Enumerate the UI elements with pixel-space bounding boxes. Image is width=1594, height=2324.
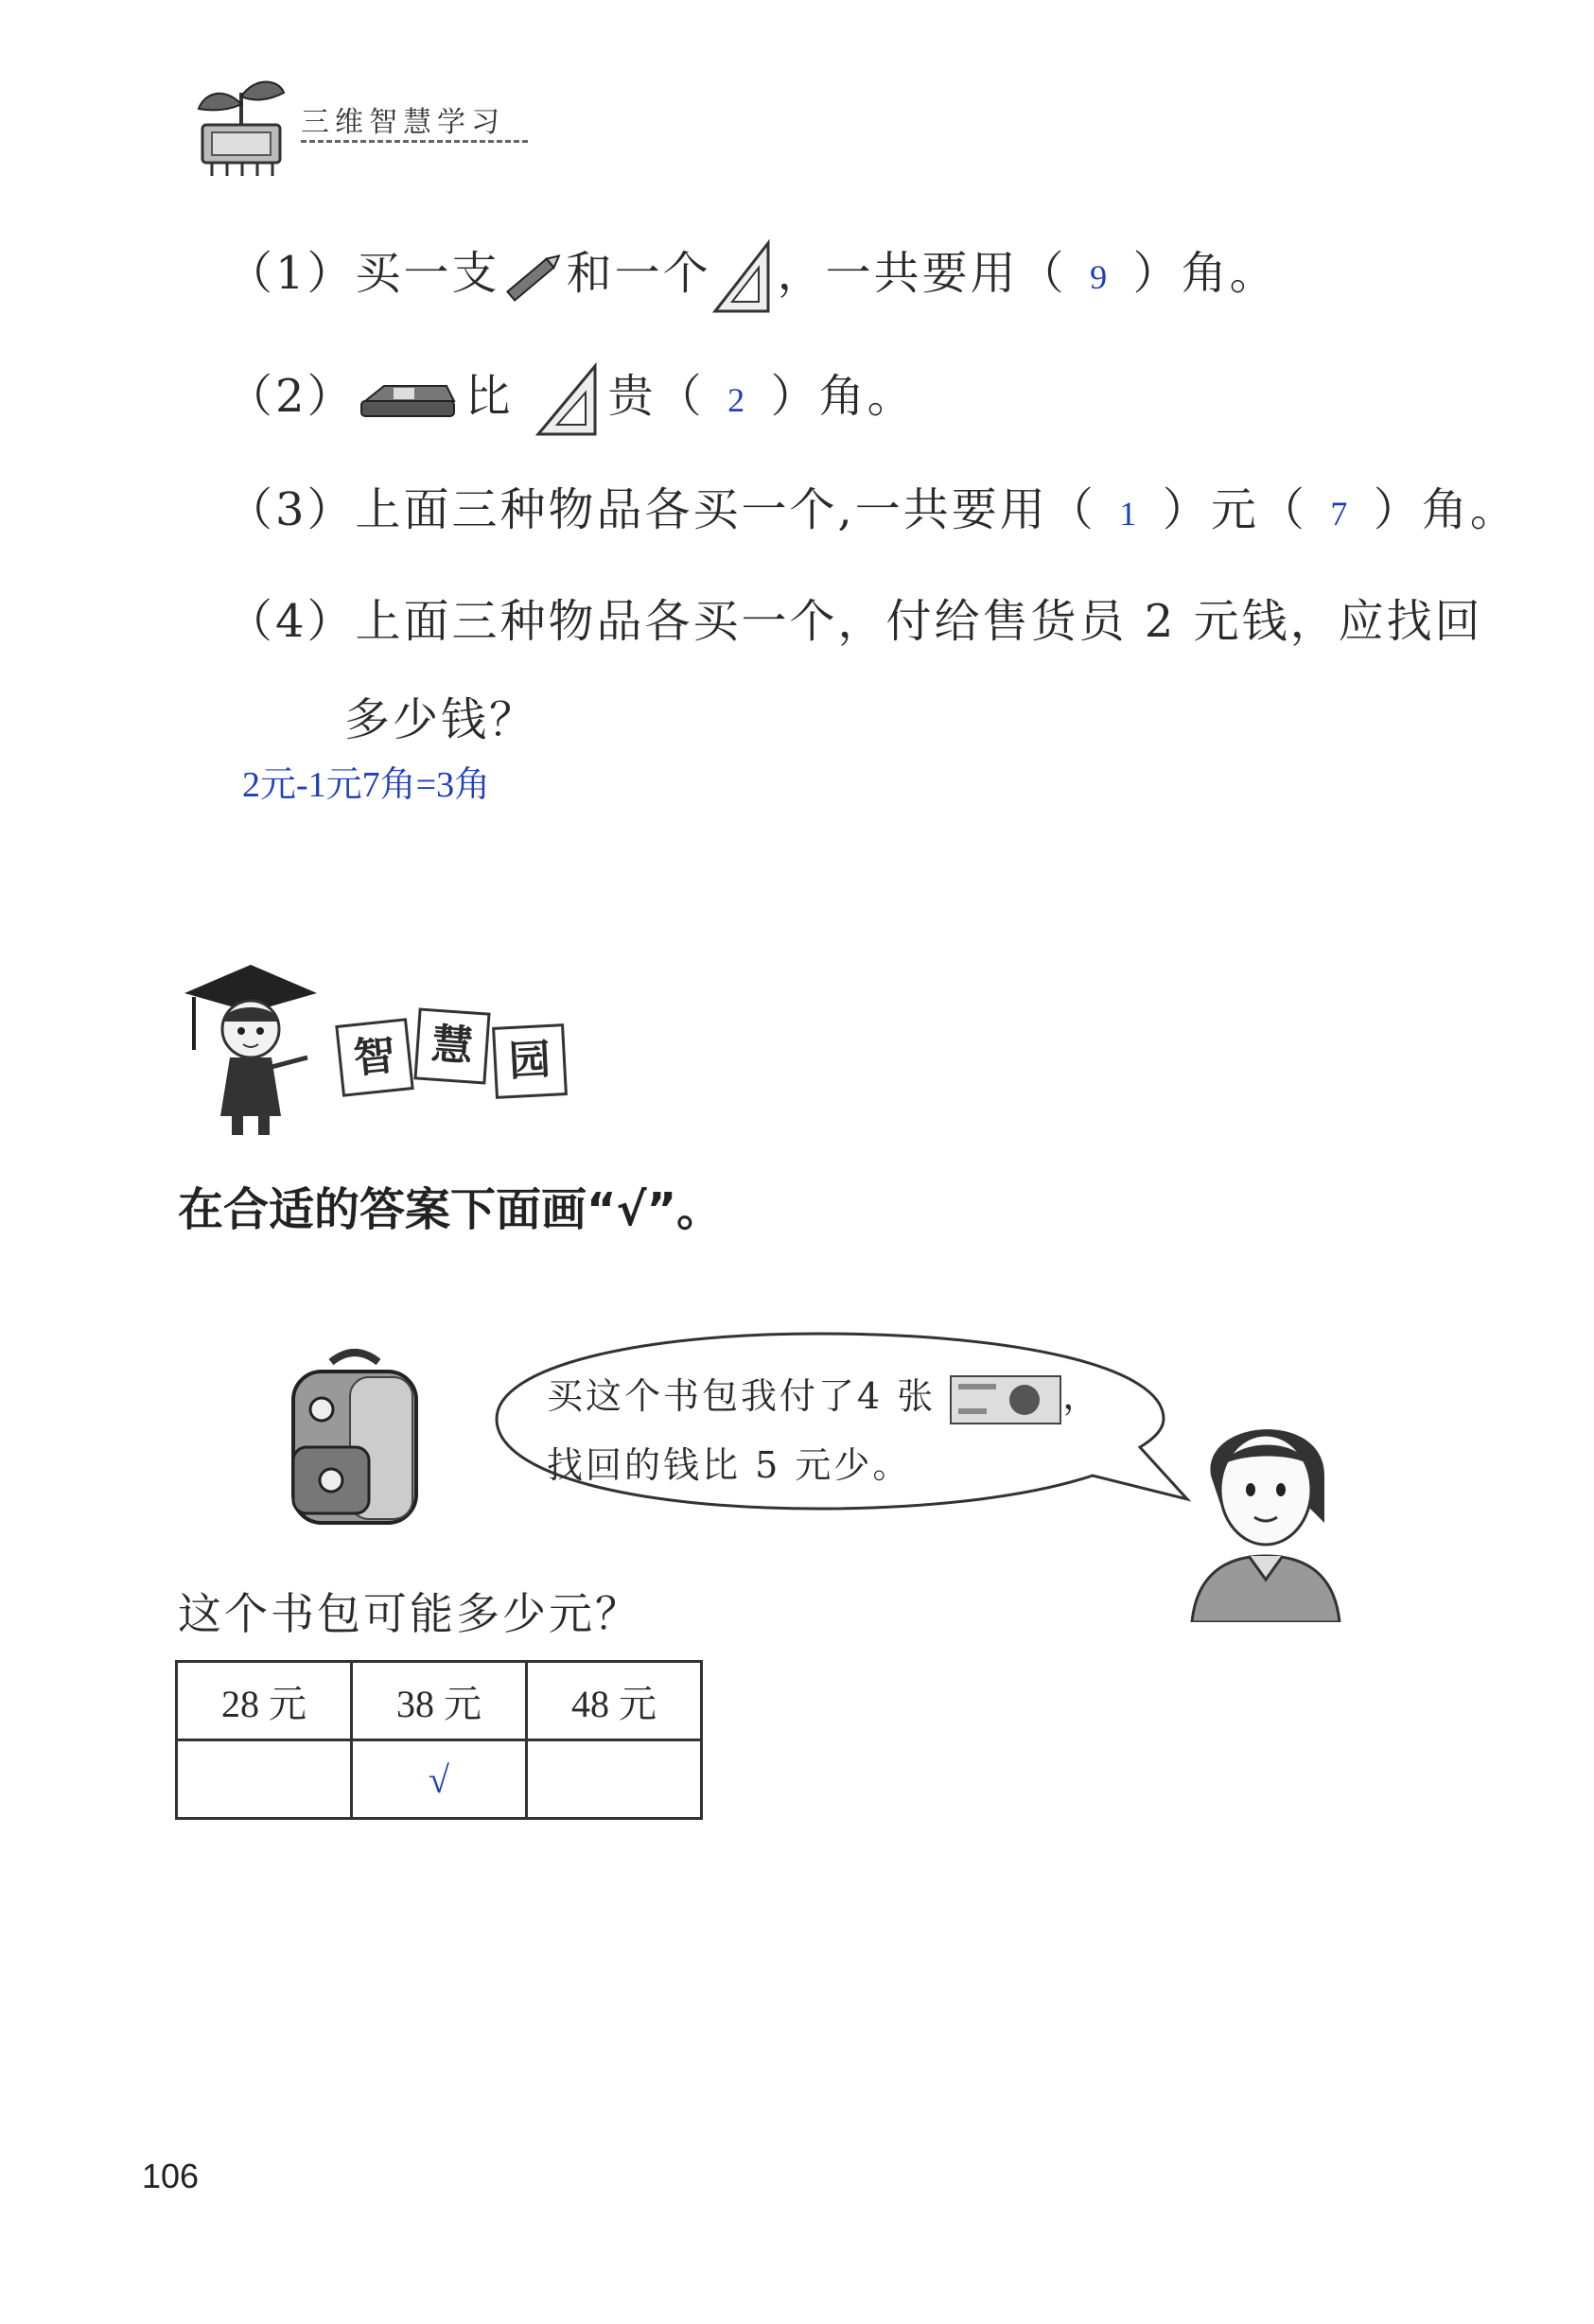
question-text: ）元（ [1162,483,1307,536]
question-text: 上面三种物品各买一个,一共要用（ [355,483,1096,536]
header-divider [301,140,528,143]
triangle-ruler-icon [533,362,608,438]
answer-cell-28[interactable] [177,1740,352,1819]
question-text: 贵（ [607,370,705,423]
question-text: 买一支 [355,247,500,300]
tile-zhi: 智 [335,1018,414,1097]
option-28: 28 元 [177,1662,352,1740]
question-text: ）角。 [1373,483,1518,536]
question-3 [227,473,1518,538]
header-logo [189,66,293,180]
bubble-text: 买这个书包我付了4 张 [547,1375,937,1417]
answer-cell-48[interactable] [527,1740,702,1819]
answer-cell-38[interactable]: √ [352,1740,527,1819]
question-1 [227,236,1278,315]
answer-q2: 2 [727,381,748,419]
header-title: 三维智慧学习 [301,106,505,139]
bubble-line-1 [547,1367,1101,1425]
question-text: ，一共要用（ [777,247,1067,300]
bubble-text: ， [1062,1375,1102,1417]
question-text: ）角。 [770,370,916,423]
question-text: ）角。 [1132,247,1278,300]
bubble-line-2: 找回的钱比 5 元少。 [547,1444,912,1486]
answer-q4: 2元-1元7角=3角 [242,765,491,805]
question-2 [227,359,916,438]
question-number: （4） [227,595,356,648]
price-options-table [175,1660,703,1820]
pencil-icon [500,249,567,306]
triangle-ruler-icon [711,239,778,315]
question-number: （3） [227,483,356,536]
tile-yuan: 园 [492,1023,568,1099]
table-row [177,1662,702,1740]
backpack-question: 这个书包可能多少元？ [178,1588,641,1639]
question-4-line2: 多少钱？ [344,693,538,746]
answer-q3-yuan: 1 [1119,495,1140,533]
girl-illustration [1182,1400,1343,1622]
option-48: 48 元 [527,1662,702,1740]
question-number: （2） [227,370,356,423]
backpack-illustration [274,1343,435,1532]
question-text: 和一个 [566,247,711,300]
question-text: 上面三种物品各买一个，付给售货员 2 元钱，应找回 [355,595,1483,648]
table-row [177,1740,702,1819]
stapler-icon [356,376,460,424]
question-4 [227,585,1483,650]
question-text: 比 [464,370,514,423]
option-38: 38 元 [352,1662,527,1740]
page-number: 106 [142,2157,200,2195]
answer-q1: 9 [1090,258,1111,296]
tile-hui: 慧 [413,1007,490,1084]
answer-q3-jiao: 7 [1330,495,1351,533]
banknote-icon [949,1374,1062,1425]
instruction: 在合适的答案下面画“√”。 [178,1183,723,1236]
question-number: （1） [227,247,356,300]
graduate-girl-illustration [175,955,326,1145]
